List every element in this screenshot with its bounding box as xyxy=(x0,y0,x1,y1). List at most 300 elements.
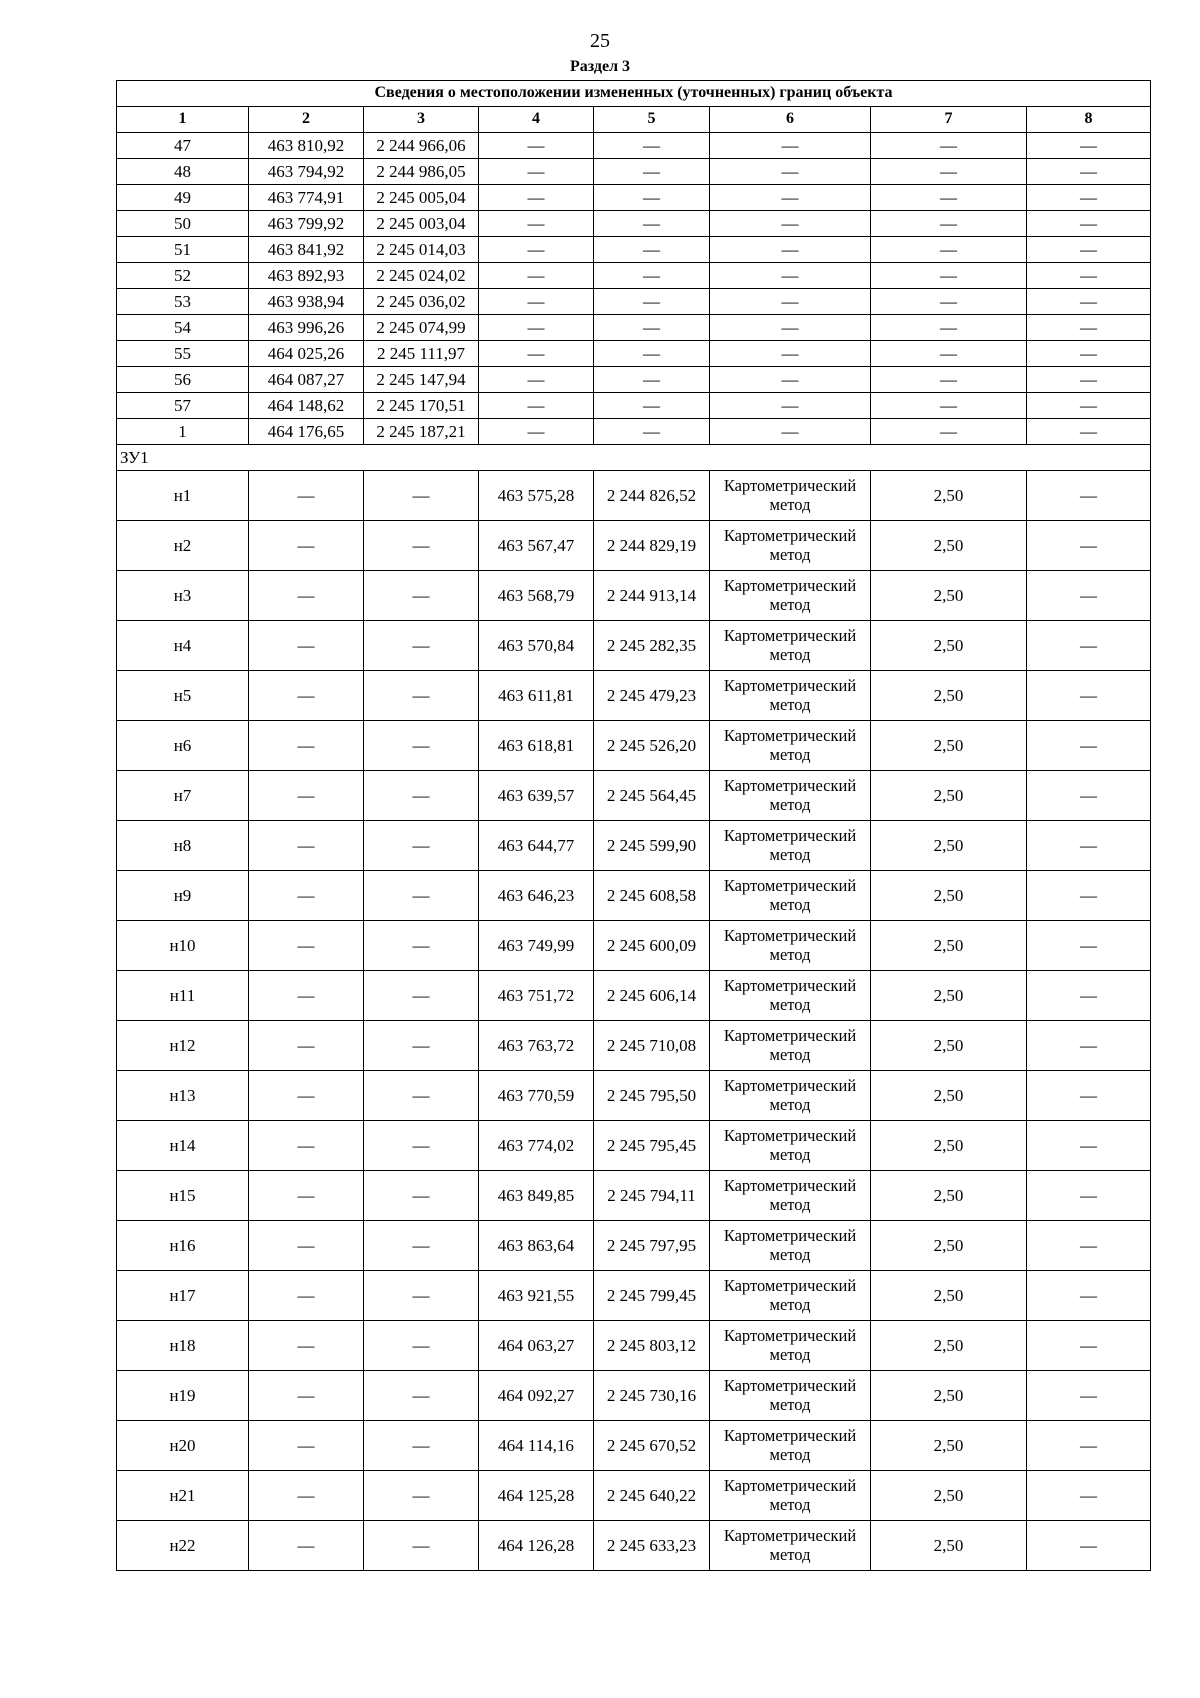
table-cell: — xyxy=(1027,393,1151,419)
table-cell: — xyxy=(871,159,1027,185)
table-row xyxy=(117,393,1151,419)
method-cell: Картометрический метод xyxy=(710,871,871,921)
table-cell: 2,50 xyxy=(871,1071,1027,1121)
table-row xyxy=(117,1121,1151,1171)
method-cell: Картометрический метод xyxy=(710,1471,871,1521)
table-cell: — xyxy=(249,521,364,571)
table-cell: — xyxy=(479,367,594,393)
table-row xyxy=(117,133,1151,159)
table-cell: — xyxy=(594,211,710,237)
method-cell: Картометрический метод xyxy=(710,571,871,621)
table-cell: н21 xyxy=(117,1471,249,1521)
table-cell: 2 244 986,05 xyxy=(364,159,479,185)
table-cell: — xyxy=(364,1421,479,1471)
method-cell: Картометрический метод xyxy=(710,921,871,971)
table-body xyxy=(117,81,1151,1571)
table-cell: н1 xyxy=(117,471,249,521)
table-cell: — xyxy=(710,315,871,341)
table-cell: — xyxy=(364,771,479,821)
table-cell: — xyxy=(1027,263,1151,289)
table-cell: 2,50 xyxy=(871,971,1027,1021)
table-cell: 2 245 606,14 xyxy=(594,971,710,1021)
section-title: Раздел 3 xyxy=(569,58,631,75)
table-cell: — xyxy=(594,185,710,211)
table-cell: — xyxy=(1027,185,1151,211)
table-cell: — xyxy=(1027,671,1151,721)
table-cell: — xyxy=(1027,721,1151,771)
table-cell: 463 863,64 xyxy=(479,1221,594,1271)
table-cell: н11 xyxy=(117,971,249,1021)
table-cell: — xyxy=(1027,1271,1151,1321)
table-cell: — xyxy=(364,671,479,721)
table-cell: — xyxy=(249,1071,364,1121)
table-row xyxy=(117,1371,1151,1421)
method-cell: Картометрический метод xyxy=(710,1221,871,1271)
table-cell: 1 xyxy=(117,419,249,445)
table-cell: н13 xyxy=(117,1071,249,1121)
table-cell: н5 xyxy=(117,671,249,721)
table-cell: — xyxy=(364,621,479,671)
table-cell: — xyxy=(871,315,1027,341)
table-cell: н20 xyxy=(117,1421,249,1471)
table-cell: — xyxy=(249,971,364,1021)
table-cell: — xyxy=(1027,571,1151,621)
table-cell: — xyxy=(364,1471,479,1521)
table-cell: 463 611,81 xyxy=(479,671,594,721)
column-header: 1 xyxy=(117,107,249,133)
table-cell: — xyxy=(1027,237,1151,263)
table-row xyxy=(117,1421,1151,1471)
table-cell: — xyxy=(479,419,594,445)
table-cell: 463 849,85 xyxy=(479,1171,594,1221)
table-row xyxy=(117,1521,1151,1571)
table-cell: — xyxy=(1027,1321,1151,1371)
table-cell: — xyxy=(710,185,871,211)
table-cell: 2,50 xyxy=(871,1171,1027,1221)
table-cell: — xyxy=(710,341,871,367)
table-cell: 2 245 111,97 xyxy=(364,341,479,367)
table-cell: — xyxy=(479,341,594,367)
table-row xyxy=(117,419,1151,445)
table-cell: — xyxy=(364,1021,479,1071)
table-row xyxy=(117,621,1151,671)
table-cell: — xyxy=(364,1121,479,1171)
table-cell: 2 245 024,02 xyxy=(364,263,479,289)
table-cell: — xyxy=(1027,921,1151,971)
page-number: 25 xyxy=(590,30,610,52)
column-header: 6 xyxy=(710,107,871,133)
table-cell: — xyxy=(1027,521,1151,571)
table-cell: — xyxy=(1027,133,1151,159)
table-cell: — xyxy=(1027,315,1151,341)
table-cell: 2,50 xyxy=(871,571,1027,621)
table-cell: 2 244 829,19 xyxy=(594,521,710,571)
table-cell: — xyxy=(594,133,710,159)
table-cell: 2 244 966,06 xyxy=(364,133,479,159)
table-cell: — xyxy=(710,367,871,393)
table-row xyxy=(117,1021,1151,1071)
table-cell: — xyxy=(1027,1371,1151,1421)
table-cell: 2 245 640,22 xyxy=(594,1471,710,1521)
table-cell: — xyxy=(364,1171,479,1221)
table-cell: — xyxy=(249,1271,364,1321)
table-cell: — xyxy=(594,367,710,393)
table-cell: 2 245 003,04 xyxy=(364,211,479,237)
method-cell: Картометрический метод xyxy=(710,671,871,721)
table-cell: 2 245 710,08 xyxy=(594,1021,710,1071)
table-cell: — xyxy=(249,1421,364,1471)
table-cell: — xyxy=(1027,1121,1151,1171)
table-cell: 463 774,91 xyxy=(249,185,364,211)
table-cell: — xyxy=(364,471,479,521)
table-cell: 2 245 797,95 xyxy=(594,1221,710,1271)
table-cell: — xyxy=(479,133,594,159)
table-cell: — xyxy=(479,211,594,237)
table-cell: 2,50 xyxy=(871,1321,1027,1371)
method-cell: Картометрический метод xyxy=(710,821,871,871)
table-cell: 464 092,27 xyxy=(479,1371,594,1421)
table-cell: 2,50 xyxy=(871,671,1027,721)
table-cell: — xyxy=(249,1171,364,1221)
table-cell: н16 xyxy=(117,1221,249,1271)
table-cell: — xyxy=(710,263,871,289)
table-row xyxy=(117,471,1151,521)
table-row xyxy=(117,159,1151,185)
table-cell: 463 799,92 xyxy=(249,211,364,237)
table-cell: — xyxy=(479,393,594,419)
table-cell: — xyxy=(1027,971,1151,1021)
table-cell: — xyxy=(710,393,871,419)
table-row xyxy=(117,871,1151,921)
table-cell: н22 xyxy=(117,1521,249,1571)
table-row xyxy=(117,1071,1151,1121)
table-cell: — xyxy=(871,263,1027,289)
table-cell: — xyxy=(364,721,479,771)
table-cell: 2 245 147,94 xyxy=(364,367,479,393)
table-cell: 2 245 799,45 xyxy=(594,1271,710,1321)
table-cell: н3 xyxy=(117,571,249,621)
table-cell: — xyxy=(1027,771,1151,821)
table-cell: — xyxy=(594,237,710,263)
table-cell: 2 245 608,58 xyxy=(594,871,710,921)
method-cell: Картометрический метод xyxy=(710,1071,871,1121)
table-cell: — xyxy=(364,521,479,571)
method-cell: Картометрический метод xyxy=(710,1021,871,1071)
table-cell: — xyxy=(249,671,364,721)
table-caption: Сведения о местоположении измененных (уточненных) границ объекта xyxy=(117,81,1151,107)
table-cell: — xyxy=(364,1221,479,1271)
table-cell: — xyxy=(479,185,594,211)
table-cell: 2 245 600,09 xyxy=(594,921,710,971)
table-cell: 464 176,65 xyxy=(249,419,364,445)
table-cell: — xyxy=(871,419,1027,445)
column-header: 3 xyxy=(364,107,479,133)
table-cell: 2 245 803,12 xyxy=(594,1321,710,1371)
table-cell: 50 xyxy=(117,211,249,237)
table-cell: н14 xyxy=(117,1121,249,1171)
column-header: 5 xyxy=(594,107,710,133)
method-cell: Картометрический метод xyxy=(710,1171,871,1221)
table-cell: — xyxy=(1027,419,1151,445)
table-cell: 464 126,28 xyxy=(479,1521,594,1571)
table-cell: 463 646,23 xyxy=(479,871,594,921)
table-row xyxy=(117,367,1151,393)
table-cell: — xyxy=(1027,821,1151,871)
table-cell: 2,50 xyxy=(871,771,1027,821)
method-cell: Картометрический метод xyxy=(710,1421,871,1471)
method-cell: Картометрический метод xyxy=(710,971,871,1021)
table-cell: 464 125,28 xyxy=(479,1471,594,1521)
method-cell: Картометрический метод xyxy=(710,721,871,771)
table-cell: — xyxy=(1027,1171,1151,1221)
table-cell: — xyxy=(594,289,710,315)
table-cell: — xyxy=(871,237,1027,263)
table-cell: 463 938,94 xyxy=(249,289,364,315)
table-cell: 2,50 xyxy=(871,1271,1027,1321)
table-cell: — xyxy=(710,237,871,263)
table-cell: 2 245 187,21 xyxy=(364,419,479,445)
group-label: ЗУ1 xyxy=(117,445,1151,471)
table-cell: — xyxy=(871,211,1027,237)
table-cell: 56 xyxy=(117,367,249,393)
table-cell: — xyxy=(249,1121,364,1171)
table-cell: — xyxy=(249,1021,364,1071)
table-cell: — xyxy=(249,721,364,771)
table-row xyxy=(117,341,1151,367)
table-cell: — xyxy=(1027,1521,1151,1571)
table-cell: 2 245 670,52 xyxy=(594,1421,710,1471)
table-cell: 2,50 xyxy=(871,1471,1027,1521)
table-cell: — xyxy=(249,1521,364,1571)
table-row xyxy=(117,971,1151,1021)
table-cell: 2 245 794,11 xyxy=(594,1171,710,1221)
table-cell: 463 639,57 xyxy=(479,771,594,821)
table-cell: н7 xyxy=(117,771,249,821)
table-cell: — xyxy=(249,871,364,921)
table-cell: — xyxy=(479,159,594,185)
table-cell: — xyxy=(364,871,479,921)
table-cell: — xyxy=(871,133,1027,159)
table-cell: 2,50 xyxy=(871,921,1027,971)
table-cell: — xyxy=(594,419,710,445)
table-row xyxy=(117,571,1151,621)
boundary-table xyxy=(116,80,1151,1571)
table-cell: 464 148,62 xyxy=(249,393,364,419)
table-cell: — xyxy=(1027,1021,1151,1071)
table-cell: — xyxy=(249,1321,364,1371)
table-cell: 463 568,79 xyxy=(479,571,594,621)
column-header: 8 xyxy=(1027,107,1151,133)
table-row xyxy=(117,237,1151,263)
table-cell: 2 245 005,04 xyxy=(364,185,479,211)
table-cell: н9 xyxy=(117,871,249,921)
table-cell: н15 xyxy=(117,1171,249,1221)
table-cell: 47 xyxy=(117,133,249,159)
table-cell: — xyxy=(249,571,364,621)
table-cell: — xyxy=(1027,211,1151,237)
table-cell: н6 xyxy=(117,721,249,771)
table-cell: 2 245 074,99 xyxy=(364,315,479,341)
table-row xyxy=(117,211,1151,237)
table-cell: — xyxy=(364,1321,479,1371)
table-cell: — xyxy=(871,393,1027,419)
table-row xyxy=(117,771,1151,821)
table-row xyxy=(117,263,1151,289)
table-cell: — xyxy=(364,1271,479,1321)
table-cell: — xyxy=(364,1521,479,1571)
table-cell: — xyxy=(1027,159,1151,185)
table-cell: 2 245 036,02 xyxy=(364,289,479,315)
column-header: 4 xyxy=(479,107,594,133)
table-cell: 51 xyxy=(117,237,249,263)
table-cell: 463 618,81 xyxy=(479,721,594,771)
table-cell: 463 841,92 xyxy=(249,237,364,263)
table-cell: 2,50 xyxy=(871,621,1027,671)
table-cell: 2 245 633,23 xyxy=(594,1521,710,1571)
table-cell: — xyxy=(1027,1421,1151,1471)
table-cell: — xyxy=(594,393,710,419)
table-cell: 463 921,55 xyxy=(479,1271,594,1321)
table-cell: — xyxy=(249,771,364,821)
method-cell: Картометрический метод xyxy=(710,771,871,821)
table-cell: — xyxy=(249,1471,364,1521)
table-cell: — xyxy=(871,289,1027,315)
table-cell: 53 xyxy=(117,289,249,315)
table-cell: — xyxy=(710,419,871,445)
table-cell: 2,50 xyxy=(871,1421,1027,1471)
table-cell: 2 245 170,51 xyxy=(364,393,479,419)
table-cell: 463 749,99 xyxy=(479,921,594,971)
table-row xyxy=(117,1271,1151,1321)
table-cell: — xyxy=(364,1371,479,1421)
table-cell: — xyxy=(364,821,479,871)
table-cell: 2 245 795,45 xyxy=(594,1121,710,1171)
method-cell: Картометрический метод xyxy=(710,621,871,671)
table-cell: — xyxy=(871,185,1027,211)
column-header: 7 xyxy=(871,107,1027,133)
table-cell: — xyxy=(1027,1221,1151,1271)
table-cell: — xyxy=(249,921,364,971)
table-cell: 464 114,16 xyxy=(479,1421,594,1471)
table-cell: 2,50 xyxy=(871,471,1027,521)
table-row xyxy=(117,821,1151,871)
table-cell: 463 763,72 xyxy=(479,1021,594,1071)
table-cell: 463 751,72 xyxy=(479,971,594,1021)
table-row xyxy=(117,1171,1151,1221)
table-cell: 54 xyxy=(117,315,249,341)
table-cell: — xyxy=(710,133,871,159)
table-cell: 2 245 795,50 xyxy=(594,1071,710,1121)
table-row xyxy=(117,315,1151,341)
table-cell: 2,50 xyxy=(871,1021,1027,1071)
table-cell: 2 245 599,90 xyxy=(594,821,710,871)
method-cell: Картометрический метод xyxy=(710,521,871,571)
table-row xyxy=(117,185,1151,211)
table-cell: 2,50 xyxy=(871,1521,1027,1571)
table-cell: 49 xyxy=(117,185,249,211)
table-cell: — xyxy=(364,921,479,971)
table-cell: 57 xyxy=(117,393,249,419)
table-cell: — xyxy=(594,263,710,289)
method-cell: Картометрический метод xyxy=(710,471,871,521)
table-row xyxy=(117,521,1151,571)
table-cell: 2 245 564,45 xyxy=(594,771,710,821)
table-cell: — xyxy=(710,159,871,185)
table-cell: — xyxy=(479,315,594,341)
table-cell: 2 244 826,52 xyxy=(594,471,710,521)
table-cell: — xyxy=(871,341,1027,367)
table-cell: — xyxy=(1027,367,1151,393)
table-cell: — xyxy=(479,289,594,315)
table-cell: 463 567,47 xyxy=(479,521,594,571)
column-header-row xyxy=(117,107,1151,133)
table-cell: н2 xyxy=(117,521,249,571)
table-cell: 464 025,26 xyxy=(249,341,364,367)
method-cell: Картометрический метод xyxy=(710,1121,871,1171)
table-cell: 463 774,02 xyxy=(479,1121,594,1171)
table-cell: — xyxy=(1027,871,1151,921)
table-cell: — xyxy=(364,1071,479,1121)
table-cell: — xyxy=(249,1221,364,1271)
table-row xyxy=(117,671,1151,721)
table-cell: — xyxy=(1027,289,1151,315)
table-cell: — xyxy=(249,621,364,671)
table-cell: 2 244 913,14 xyxy=(594,571,710,621)
table-row xyxy=(117,921,1151,971)
table-cell: 2 245 730,16 xyxy=(594,1371,710,1421)
table-cell: н18 xyxy=(117,1321,249,1371)
table-cell: н17 xyxy=(117,1271,249,1321)
table-cell: — xyxy=(249,1371,364,1421)
table-cell: н12 xyxy=(117,1021,249,1071)
caption-row xyxy=(117,81,1151,107)
table-cell: 2,50 xyxy=(871,521,1027,571)
table-cell: — xyxy=(1027,1071,1151,1121)
table-cell: — xyxy=(1027,621,1151,671)
method-cell: Картометрический метод xyxy=(710,1371,871,1421)
table-cell: — xyxy=(871,367,1027,393)
table-cell: — xyxy=(364,971,479,1021)
table-cell: — xyxy=(594,159,710,185)
table-cell: 2,50 xyxy=(871,1371,1027,1421)
table-cell: н10 xyxy=(117,921,249,971)
table-cell: 464 063,27 xyxy=(479,1321,594,1371)
table-cell: — xyxy=(710,211,871,237)
table-cell: 2,50 xyxy=(871,1221,1027,1271)
table-cell: 463 892,93 xyxy=(249,263,364,289)
table-cell: 55 xyxy=(117,341,249,367)
table-cell: 2 245 479,23 xyxy=(594,671,710,721)
table-cell: 2,50 xyxy=(871,1121,1027,1171)
table-cell: — xyxy=(1027,1471,1151,1521)
method-cell: Картометрический метод xyxy=(710,1321,871,1371)
table-cell: — xyxy=(1027,341,1151,367)
table-cell: — xyxy=(249,471,364,521)
table-cell: н8 xyxy=(117,821,249,871)
column-header: 2 xyxy=(249,107,364,133)
table-cell: 463 810,92 xyxy=(249,133,364,159)
group-label-row xyxy=(117,445,1151,471)
table-cell: — xyxy=(594,341,710,367)
table-cell: 2,50 xyxy=(871,821,1027,871)
table-cell: 48 xyxy=(117,159,249,185)
table-cell: 2 245 282,35 xyxy=(594,621,710,671)
table-cell: 2,50 xyxy=(871,871,1027,921)
table-row xyxy=(117,1221,1151,1271)
table-cell: — xyxy=(1027,471,1151,521)
table-cell: 2 245 526,20 xyxy=(594,721,710,771)
table-cell: — xyxy=(364,571,479,621)
